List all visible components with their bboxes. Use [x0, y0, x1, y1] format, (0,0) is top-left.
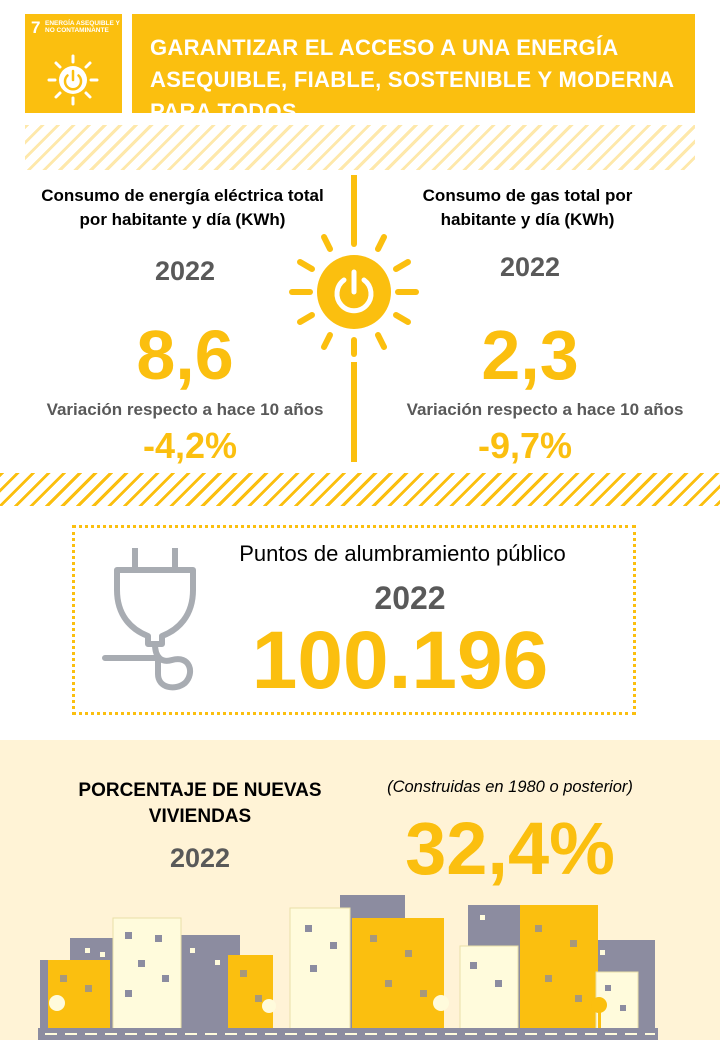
lighting-year: 2022: [374, 580, 446, 616]
electricity-title: Consumo de energía eléctrica total por habitante y día (KWh): [41, 186, 324, 229]
hatched-band: [0, 473, 720, 506]
gas-value: 2,3: [481, 316, 579, 394]
goal-number: 7: [31, 18, 41, 37]
hatched-divider: [25, 125, 695, 170]
page-title: GARANTIZAR EL ACCESO A UNA ENERGÍA ASEQUIBLE, FIABLE, SOSTENIBLE Y MODERNA PARA TODOS: [150, 35, 674, 124]
electricity-year: 2022: [154, 256, 216, 286]
gas-variation-label: Variación respecto a hace 10 años: [406, 400, 684, 419]
goal-label: ENERGÍA ASEQUIBLE Y NO CONTAMINANTE: [45, 20, 120, 34]
power-sun-icon: [47, 54, 99, 106]
city-buildings-illustration: [0, 880, 720, 1040]
vertical-divider: [351, 362, 357, 462]
lighting-value: 100.196: [251, 615, 549, 706]
lighting-title: Puntos de alumbramiento público: [239, 541, 566, 566]
gas-year: 2022: [499, 252, 561, 282]
sdg-goal-badge: [25, 14, 122, 113]
title-banner: [132, 14, 695, 124]
electricity-value: 8,6: [136, 316, 234, 394]
housing-title: PORCENTAJE DE NUEVAS VIVIENDAS: [78, 780, 322, 827]
electricity-variation: -4,2%: [142, 425, 238, 466]
gas-variation: -9,7%: [477, 425, 573, 466]
electric-plug-icon: [100, 548, 210, 693]
housing-year: 2022: [169, 843, 231, 873]
electricity-variation-label: Variación respecto a hace 10 años: [46, 400, 324, 419]
housing-value: 32,4%: [405, 807, 615, 890]
gas-title: Consumo de gas total por habitante y día (KWh): [422, 186, 633, 229]
housing-note: (Construidas en 1980 o posterior): [387, 778, 633, 796]
power-sun-icon: [282, 222, 427, 362]
